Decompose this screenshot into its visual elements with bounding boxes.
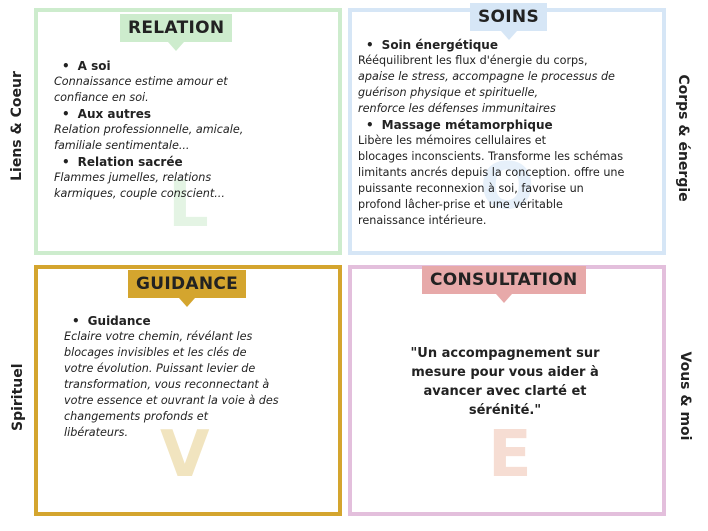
guidance-line: changements profonds et bbox=[64, 410, 208, 423]
soins-item-line: profond lâcher-prise et une véritable bbox=[358, 198, 563, 211]
relation-item-title: • Aux autres bbox=[62, 106, 334, 122]
relation-content bbox=[54, 58, 334, 202]
guidance-content bbox=[64, 313, 334, 441]
relation-item-line: Connaissance estime amour et bbox=[54, 75, 228, 88]
soins-item-title: • Massage métamorphique bbox=[366, 117, 663, 133]
quote-line: sérénité." bbox=[468, 403, 542, 418]
guidance-line: Eclaire votre chemin, révélant les bbox=[64, 330, 253, 343]
guidance-line: transformation, vous reconnectant à bbox=[64, 378, 270, 391]
soins-content bbox=[358, 37, 663, 229]
guidance-line: votre essence et ouvrant la voie à des bbox=[64, 394, 279, 407]
watermark-letter-l: L bbox=[168, 168, 209, 242]
guidance-item-title: • Guidance bbox=[72, 313, 334, 329]
relation-item-line: karmiques, couple conscient... bbox=[54, 187, 225, 200]
soins-item-line: apaise le stress, accompagne le processus de bbox=[358, 70, 615, 83]
consultation-quote bbox=[400, 344, 610, 420]
soins-item-title: • Soin énergétique bbox=[366, 37, 663, 53]
guidance-line: libérateurs. bbox=[64, 426, 129, 439]
side-label-corps-energie: Corps & énergie bbox=[675, 74, 691, 202]
guidance-line: blocages invisibles et les clés de bbox=[64, 346, 247, 359]
quote-line: avancer avec clarté et bbox=[423, 384, 587, 399]
soins-tag: SOINS bbox=[470, 3, 547, 31]
side-label-liens-coeur: Liens & Coeur bbox=[9, 71, 25, 181]
soins-item-line: puissante reconnexion à soi, favorise un bbox=[358, 182, 584, 195]
relation-item-line: Relation professionnelle, amicale, bbox=[54, 123, 244, 136]
relation-item-title: • A soi bbox=[62, 58, 334, 74]
soins-item-line: renforce les défenses immunitaires bbox=[358, 102, 556, 115]
soins-item-line: Rééquilibrent les flux d'énergie du corps, bbox=[358, 54, 588, 67]
soins-item-line: blocages inconscients. Transforme les schémas bbox=[358, 150, 624, 163]
watermark-letter-e: E bbox=[488, 418, 532, 492]
relation-item-line: confiance en soi. bbox=[54, 91, 149, 104]
relation-item-line: familiale sentimentale... bbox=[54, 139, 190, 152]
quote-line: mesure pour vous aider à bbox=[411, 365, 599, 380]
soins-item-line: Libère les mémoires cellulaires et bbox=[358, 134, 547, 147]
soins-item-line: renaissance intérieure. bbox=[358, 214, 487, 227]
relation-tag: RELATION bbox=[120, 14, 232, 42]
watermark-letter-o: O bbox=[480, 150, 535, 224]
relation-item-line: Flammes jumelles, relations bbox=[54, 171, 212, 184]
soins-item-line: guérison physique et spirituelle, bbox=[358, 86, 539, 99]
relation-item-title: • Relation sacrée bbox=[62, 154, 334, 170]
guidance-tag: GUIDANCE bbox=[128, 270, 246, 298]
soins-item-line: limitants ancrés depuis la conception. offre une bbox=[358, 166, 625, 179]
watermark-letter-v: V bbox=[160, 418, 210, 492]
side-label-spirituel: Spirituel bbox=[10, 363, 26, 431]
consultation-tag: CONSULTATION bbox=[422, 266, 586, 294]
side-label-vous-moi: Vous & moi bbox=[677, 351, 693, 441]
quote-line: "Un accompagnement sur bbox=[410, 346, 600, 361]
guidance-line: votre évolution. Puissant levier de bbox=[64, 362, 256, 375]
